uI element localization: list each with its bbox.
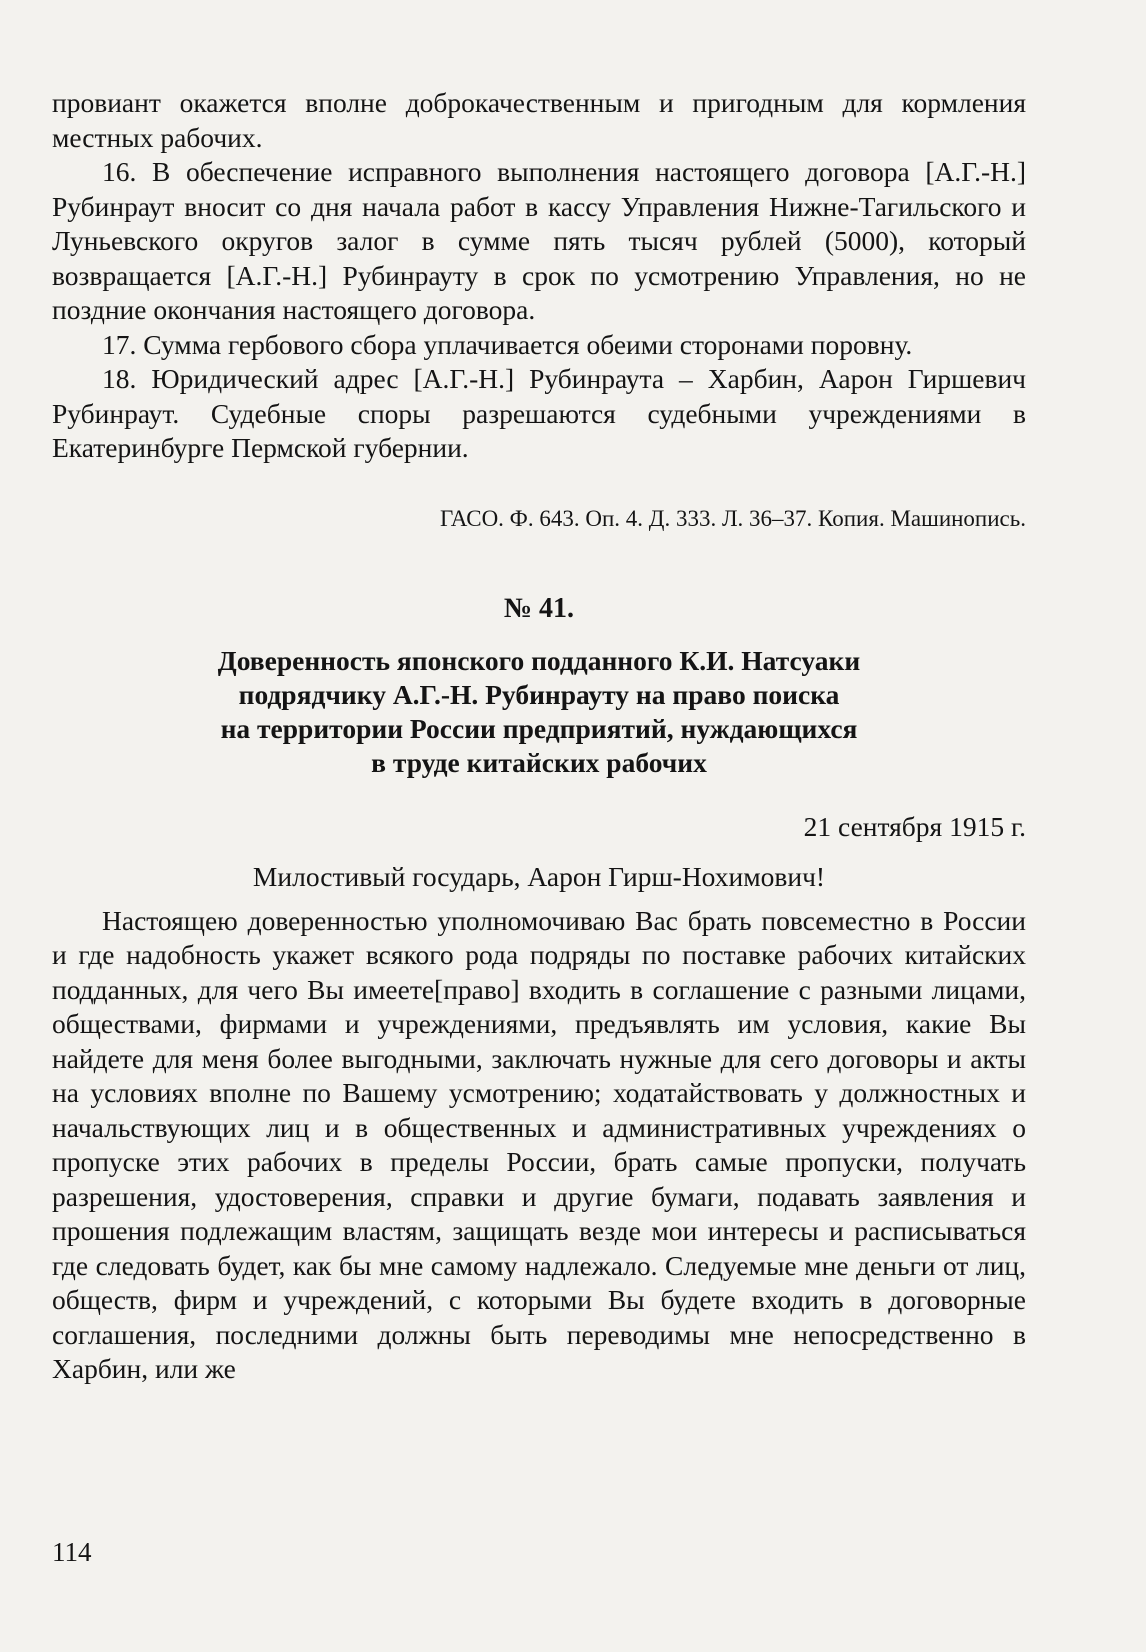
clause-17: 17. Сумма гербового сбора уплачивается обеими сторонами поровну. [102, 328, 913, 360]
title-line: в труде китайских рабочих [371, 746, 707, 778]
clause-18: 18. Юридический адрес [А.Г.-Н.] Рубинраута – Харбин, Аарон Гиршевич Рубинраут. Судебные споры разрешаются судебными учреждениями в Екатеринбурге Пермской губернии. [52, 363, 1026, 463]
document-title [52, 644, 1026, 780]
page-number: 114 [52, 1537, 92, 1567]
title-line: Доверенность японского подданного К.И. Натсуаки [217, 644, 861, 676]
archive-source: ГАСО. Ф. 643. Оп. 4. Д. 333. Л. 36–37. Копия. Машинопись. [439, 505, 1026, 531]
salutation: Милостивый государь, Аарон Гирш-Нохимович! [252, 860, 826, 892]
clause-16: 16. В обеспечение исправного выполнения настоящего договора [А.Г.-Н.] Рубинраут вносит со дня начала работ в кассу Управления Нижне-Тагильского и Луньевского округов залог в сумме пять тысяч рублей (5000), который возвращается [А.Г.-Н.] Рубинрауту в срок по усмотрению Управления, но не поздние окончания настоящего договора. [52, 156, 1026, 325]
title-line: подрядчику А.Г.-Н. Рубинрауту на право поиска [238, 678, 840, 710]
document-date: 21 сентября 1915 г. [803, 810, 1026, 842]
letter-paragraph: Настоящею доверенностью уполномочиваю Вас брать повсеместно в России и где надобность укажет всякого рода подряды по поставке рабочих китайских подданных, для чего Вы имеете[право] входить в соглашение с разными лицами, обществами, фирмами и учреждениями, предъявлять им условия, какие Вы найдете для меня более выгодными, заключать нужные для сего договоры и акты на условиях вполне по Вашему усмотрению; ходатайствовать у должностных и начальствующих лиц и в общественных и административных учреждениях о пропуске этих рабочих в пределы России, брать самые пропуски, получать разрешения, удостоверения, справки и другие бумаги, подавать заявления и прошения подлежащим властям, защищать везде мои интересы и расписываться где следовать будет, как бы мне самому надлежало. Следуемые мне деньги от лиц, обществ, фирм и учреждений, с которыми Вы будете входить в договорные соглашения, последними должны быть переводимы мне непосредственно в Харбин, или же [52, 904, 1026, 1384]
continuation-paragraph: провиант окажется вполне доброкачественным и пригодным для кормления местных рабочих. [52, 87, 1026, 153]
contract-continuation [52, 86, 1026, 466]
document-number: № 41. [503, 592, 575, 624]
title-line: на территории России предприятий, нуждающихся [220, 712, 858, 744]
letter-body [52, 904, 1026, 1387]
